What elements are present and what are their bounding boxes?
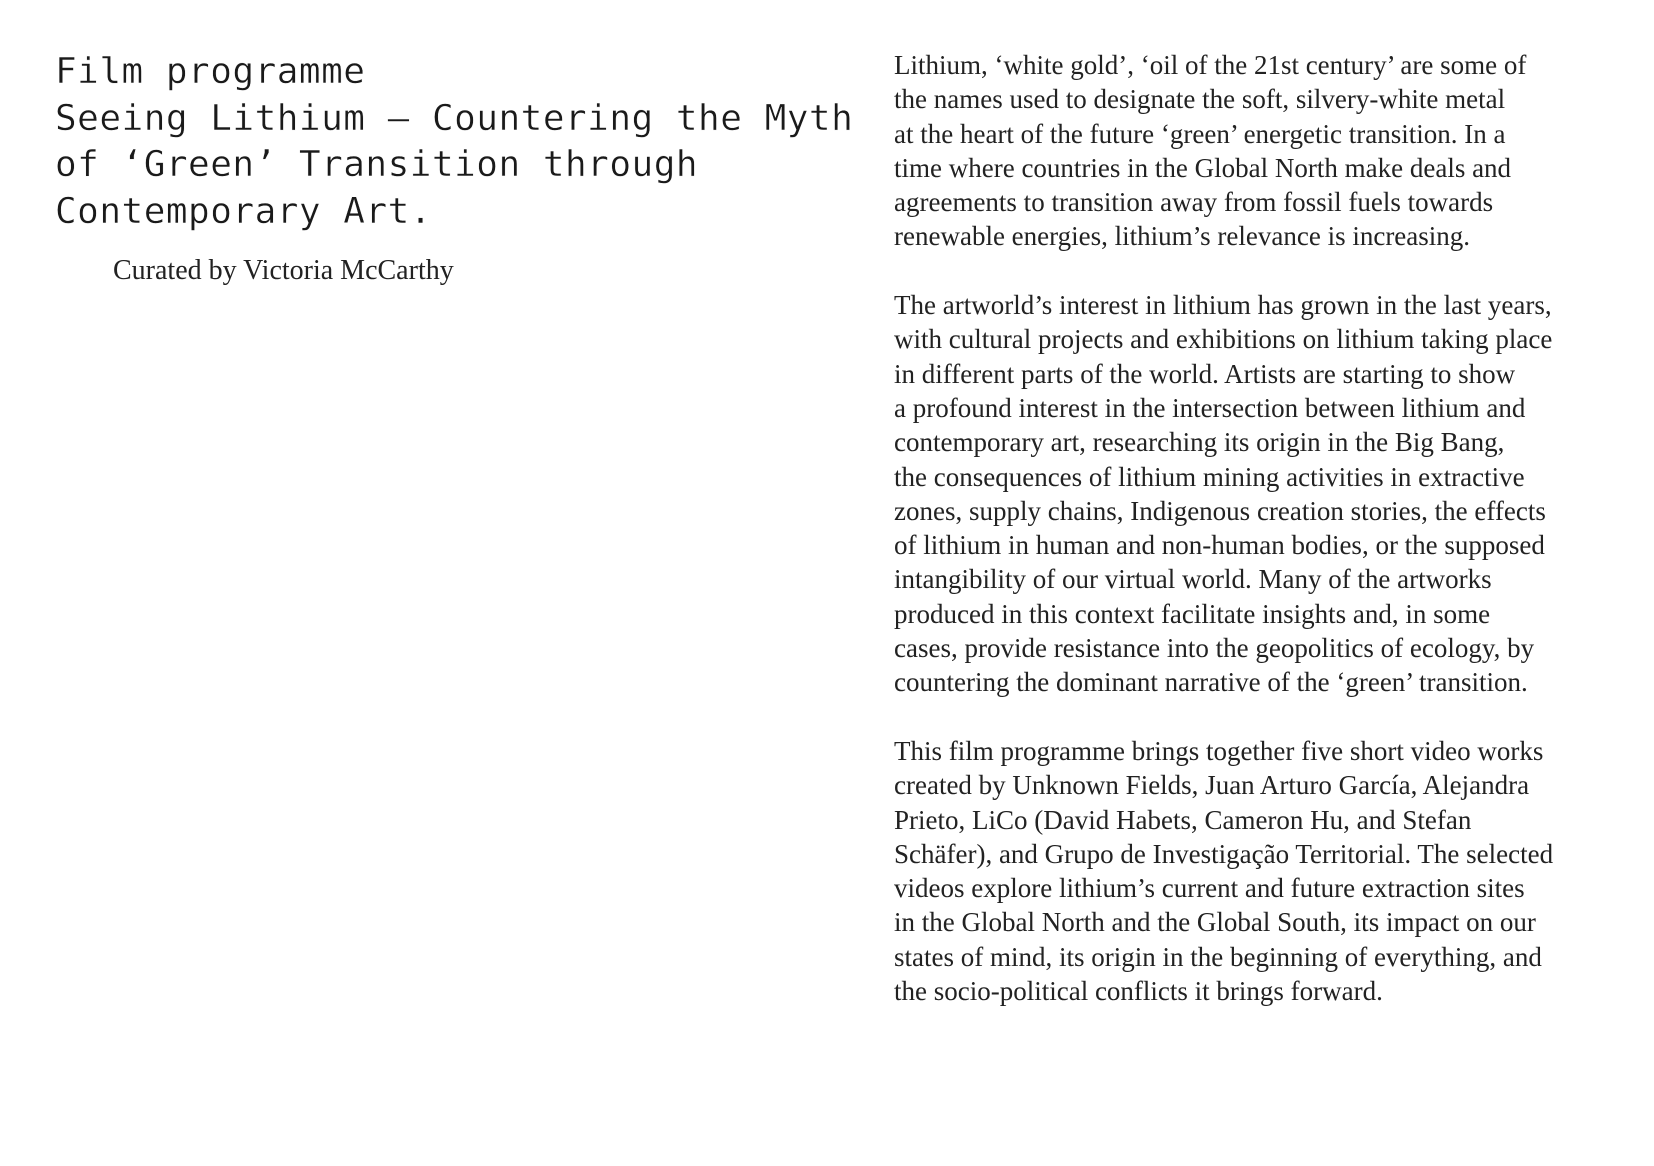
title-line: Film programme (55, 51, 366, 92)
text-line: with cultural projects and exhibitions on lithium taking place (894, 324, 1553, 355)
text-line: cases, provide resistance into the geopolitics of ecology, by (894, 633, 1535, 664)
text-line: Prieto, LiCo (David Habets, Cameron Hu, and Stefan (894, 804, 1472, 835)
text-line: intangibility of our virtual world. Many of the artworks (894, 564, 1492, 595)
text-line: in the Global North and the Global South, its impact on our (894, 907, 1536, 938)
text-line: Lithium, ‘white gold’, ‘oil of the 21st century’ are some of (894, 50, 1527, 80)
text-line: videos explore lithium’s current and future extraction sites (894, 873, 1525, 904)
text-line: the consequences of lithium mining activities in extractive (894, 461, 1525, 492)
title-line: Contemporary Art. (55, 190, 432, 232)
body-text (894, 48, 1614, 1043)
text-line: created by Unknown Fields, Juan Arturo García, Alejandra (894, 770, 1530, 801)
title-line: Seeing Lithium – Countering the Myth (55, 97, 854, 139)
text-line: produced in this context facilitate insights and, in some (894, 598, 1491, 629)
text-line: This film programme brings together five short video works (894, 735, 1544, 766)
text-line: a profound interest in the intersection between lithium and (894, 392, 1526, 423)
paragraph-intro (894, 48, 1614, 254)
paragraph-artworld (894, 288, 1614, 700)
title-line: of ‘Green’ Transition through (55, 144, 699, 185)
text-line: time where countries in the Global North make deals and (894, 152, 1512, 183)
text-line: Schäfer), and Grupo de Investigação Territorial. The selected (894, 838, 1554, 869)
text-line: renewable energies, lithium’s relevance is increasing. (894, 221, 1471, 252)
text-line: The artworld’s interest in lithium has grown in the last years, (894, 290, 1552, 321)
text-line: the socio-political conflicts it brings forward. (894, 976, 1383, 1007)
text-line: contemporary art, researching its origin in the Big Bang, (894, 427, 1505, 458)
curator-credit: Curated by Victoria McCarthy (113, 255, 454, 286)
page-title (55, 49, 854, 235)
text-line: the names used to designate the soft, silvery-white metal (894, 84, 1506, 115)
text-line: agreements to transition away from fossil fuels towards (894, 187, 1494, 218)
paragraph-programme (894, 734, 1614, 1008)
text-line: zones, supply chains, Indigenous creation stories, the effects (894, 495, 1546, 526)
text-line: at the heart of the future ‘green’ energetic transition. In a (894, 118, 1506, 149)
text-line: of lithium in human and non-human bodies, or the supposed (894, 530, 1545, 561)
text-line: countering the dominant narrative of the ‘green’ transition. (894, 667, 1528, 698)
text-line: in different parts of the world. Artists are starting to show (894, 358, 1516, 389)
text-line: states of mind, its origin in the beginning of everything, and (894, 941, 1542, 972)
